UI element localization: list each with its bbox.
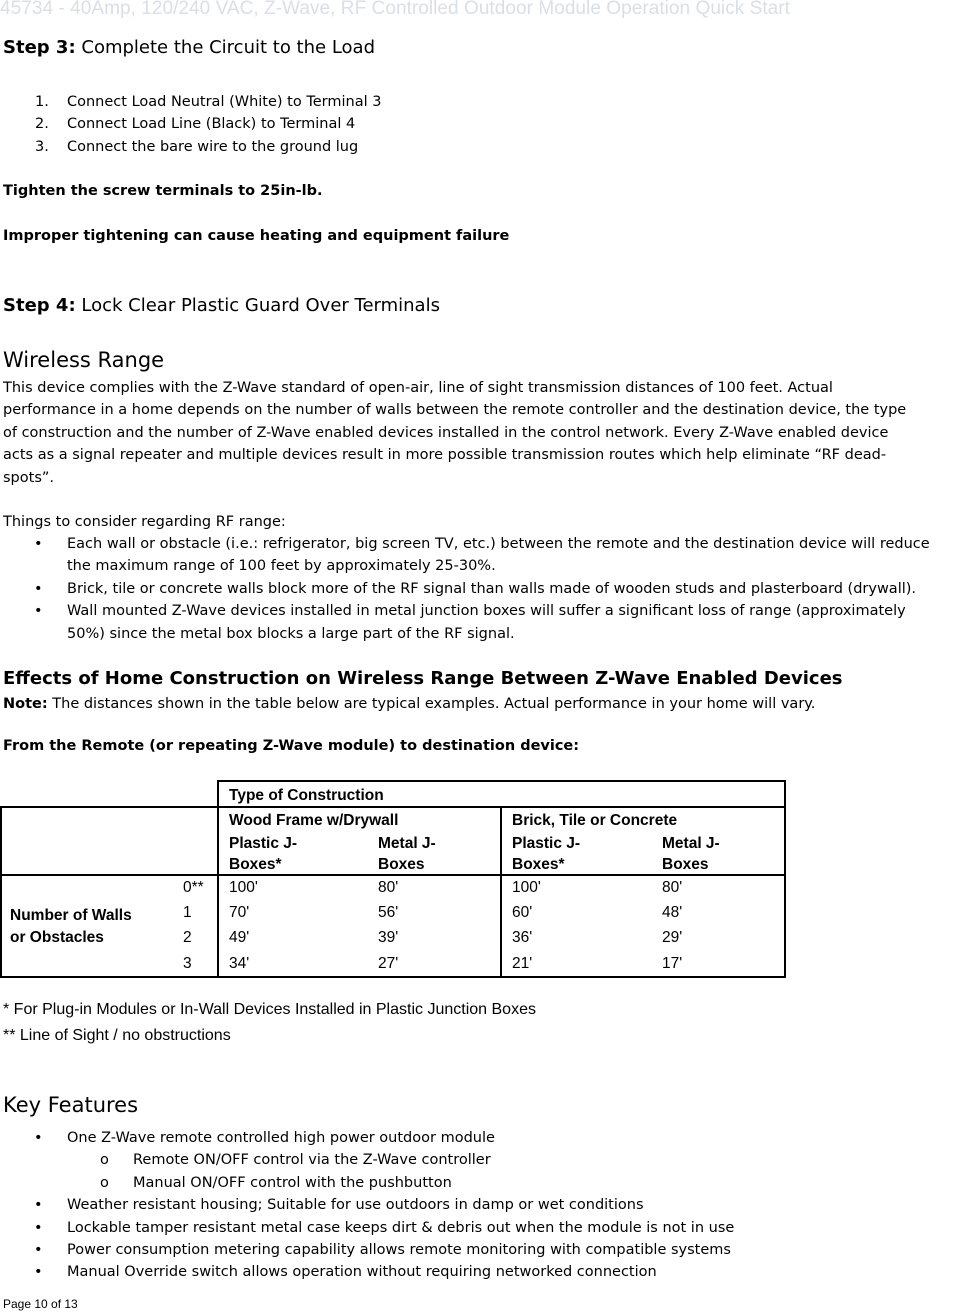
step3-item-text: Connect Load Neutral (White) to Terminal 3 (67, 94, 382, 110)
sub-bullet-icon: o (100, 1152, 109, 1169)
step4-title: Lock Clear Plastic Guard Over Terminals (75, 295, 440, 316)
table-cell: 48' (662, 904, 683, 921)
feature-item (0, 1239, 960, 1261)
page-number: Page 10 of 13 (3, 1297, 78, 1311)
paragraph-line: This device complies with the Z-Wave standard of open-air, line of sight transmission distances of 100 feet. Actual (3, 380, 833, 396)
list-item (0, 533, 960, 578)
effects-heading: Effects of Home Construction on Wireless Range Between Z-Wave Enabled Devices (3, 668, 843, 689)
key-features-list (0, 1127, 960, 1284)
torque-note: Tighten the screw terminals to 25in-lb. (3, 183, 323, 199)
table-cell: 80' (378, 879, 399, 896)
col-header-line: Boxes (378, 856, 425, 873)
key-features-heading: Key Features (3, 1093, 139, 1117)
from-remote-label: From the Remote (or repeating Z-Wave module) to destination device: (3, 738, 580, 754)
list-item-line: Brick, tile or concrete walls block more of the RF signal than walls made of wooden studs and plasterboard (drywall). (67, 580, 917, 597)
step3-item-number: 2. (35, 116, 49, 133)
list-item-line: Wall mounted Z-Wave devices installed in metal junction boxes will suffer a significant loss of range (approximately (67, 603, 906, 620)
wireless-range-heading: Wireless Range (3, 348, 165, 372)
col-header-line: Plastic J- (512, 835, 581, 852)
table-cell: 56' (378, 904, 399, 921)
bullet-icon: • (34, 536, 43, 552)
row-header (10, 905, 132, 949)
wood-plastic-col-header (229, 833, 297, 875)
footnote-plastic-boxes: * For Plug-in Modules or In-Wall Devices Installed in Plastic Junction Boxes (3, 1001, 536, 1018)
list-item-line: Each wall or obstacle (i.e.: refrigerator, big screen TV, etc.) between the remote and the destination device will reduce (67, 536, 930, 552)
table-border (0, 976, 786, 978)
note-label: Note: (3, 696, 48, 712)
feature-item (0, 1127, 960, 1149)
tightening-warning: Improper tightening can cause heating and equipment failure (3, 228, 510, 244)
list-item (0, 600, 960, 645)
feature-text: Weather resistant housing; Suitable for use outdoors in damp or wet conditions (67, 1197, 644, 1214)
brick-metal-col-header (662, 833, 720, 875)
paragraph-line: spots”. (3, 469, 54, 486)
brick-tile-header: Brick, Tile or Concrete (512, 812, 678, 829)
walls-count: 2 (183, 929, 192, 946)
feature-text: Remote ON/OFF control via the Z-Wave controller (133, 1152, 491, 1169)
table-cell: 34' (229, 955, 250, 972)
type-of-construction-header: Type of Construction (229, 787, 384, 804)
feature-text: One Z-Wave remote controlled high power outdoor module (67, 1130, 495, 1146)
bullet-icon: • (34, 1130, 43, 1146)
effects-note (3, 693, 815, 715)
table-cell: 36' (512, 929, 533, 946)
table-cell: 17' (662, 955, 683, 972)
wood-frame-header: Wood Frame w/Drywall (229, 812, 399, 829)
row-header-line: or Obstacles (10, 929, 104, 946)
paragraph-line: performance in a home depends on the number of walls between the remote controller and the destination device, the type (3, 402, 907, 419)
table-border (784, 780, 786, 978)
table-cell: 29' (662, 929, 683, 946)
table-border (0, 806, 786, 808)
col-header-line: Boxes* (512, 856, 565, 873)
note-text: The distances shown in the table below are typical examples. Actual performance in your home will vary. (47, 696, 816, 712)
brick-plastic-col-header (512, 833, 580, 875)
step4-heading (3, 295, 440, 316)
step3-label: Step 3: (3, 37, 76, 58)
step3-item-number: 3. (35, 138, 49, 155)
table-cell: 39' (378, 929, 399, 946)
walls-count: 3 (183, 955, 192, 972)
feature-text: Manual ON/OFF control with the pushbutton (133, 1174, 452, 1191)
bullet-icon: • (34, 1264, 43, 1281)
table-cell: 100' (229, 879, 258, 896)
table-cell: 21' (512, 955, 533, 972)
feature-item (0, 1217, 960, 1239)
step3-item-number: 1. (35, 94, 49, 110)
bullet-icon: • (34, 1219, 43, 1236)
feature-item (0, 1194, 960, 1216)
step3-heading (3, 37, 375, 58)
range-table (0, 780, 786, 978)
step3-item-text: Connect the bare wire to the ground lug (67, 138, 359, 155)
list-item-line: the maximum range of 100 feet by approximately 25-30%. (67, 558, 496, 575)
col-header-line: Metal J- (662, 835, 720, 852)
bullet-icon: • (34, 1242, 43, 1259)
col-header-line: Boxes* (229, 856, 282, 873)
list-item-line: 50%) since the metal box blocks a large part of the RF signal. (67, 625, 515, 642)
document-header: 45734 - 40Amp, 120/240 VAC, Z-Wave, RF Controlled Outdoor Module Operation Quick Start (0, 0, 791, 19)
row-header-line: Number of Walls (10, 907, 132, 924)
walls-count: 1 (183, 904, 192, 921)
consider-list (0, 533, 960, 645)
footnote-line-of-sight: ** Line of Sight / no obstructions (3, 1027, 231, 1044)
bullet-icon: • (34, 1197, 43, 1214)
step3-title: Complete the Circuit to the Load (75, 37, 376, 58)
col-header-line: Boxes (662, 856, 709, 873)
paragraph-line: of construction and the number of Z-Wave enabled devices installed in the control network. Every Z-Wave enabled device (3, 424, 889, 441)
table-cell: 27' (378, 955, 399, 972)
table-cell: 49' (229, 929, 250, 946)
feature-text: Power consumption metering capability allows remote monitoring with compatible systems (67, 1242, 731, 1259)
wood-metal-col-header (378, 833, 436, 875)
feature-text: Lockable tamper resistant metal case keeps dirt & debris out when the module is not in use (67, 1219, 735, 1236)
paragraph-line: acts as a signal repeater and multiple devices result in more possible transmission routes which help eliminate “RF dead- (3, 447, 887, 464)
wireless-range-paragraph (3, 377, 906, 489)
step4-label: Step 4: (3, 295, 76, 316)
table-cell: 60' (512, 904, 533, 921)
col-header-line: Metal J- (378, 835, 436, 852)
feature-subitem (0, 1172, 960, 1194)
consider-intro: Things to consider regarding RF range: (3, 514, 286, 530)
col-header-line: Plastic J- (229, 835, 298, 852)
walls-count: 0** (183, 879, 204, 896)
feature-subitem (0, 1149, 960, 1171)
table-border (217, 780, 786, 782)
table-border (500, 806, 502, 978)
table-cell: 100' (512, 879, 541, 896)
feature-item (0, 1261, 960, 1283)
bullet-icon: • (34, 603, 43, 620)
step3-item-text: Connect Load Line (Black) to Terminal 4 (67, 116, 356, 133)
table-cell: 80' (662, 879, 683, 896)
bullet-icon: • (34, 580, 43, 597)
sub-bullet-icon: o (100, 1174, 109, 1191)
feature-text: Manual Override switch allows operation without requiring networked connection (67, 1264, 657, 1281)
list-item (0, 578, 960, 600)
table-cell: 70' (229, 904, 250, 921)
table-border (217, 780, 219, 978)
table-border (0, 806, 2, 978)
